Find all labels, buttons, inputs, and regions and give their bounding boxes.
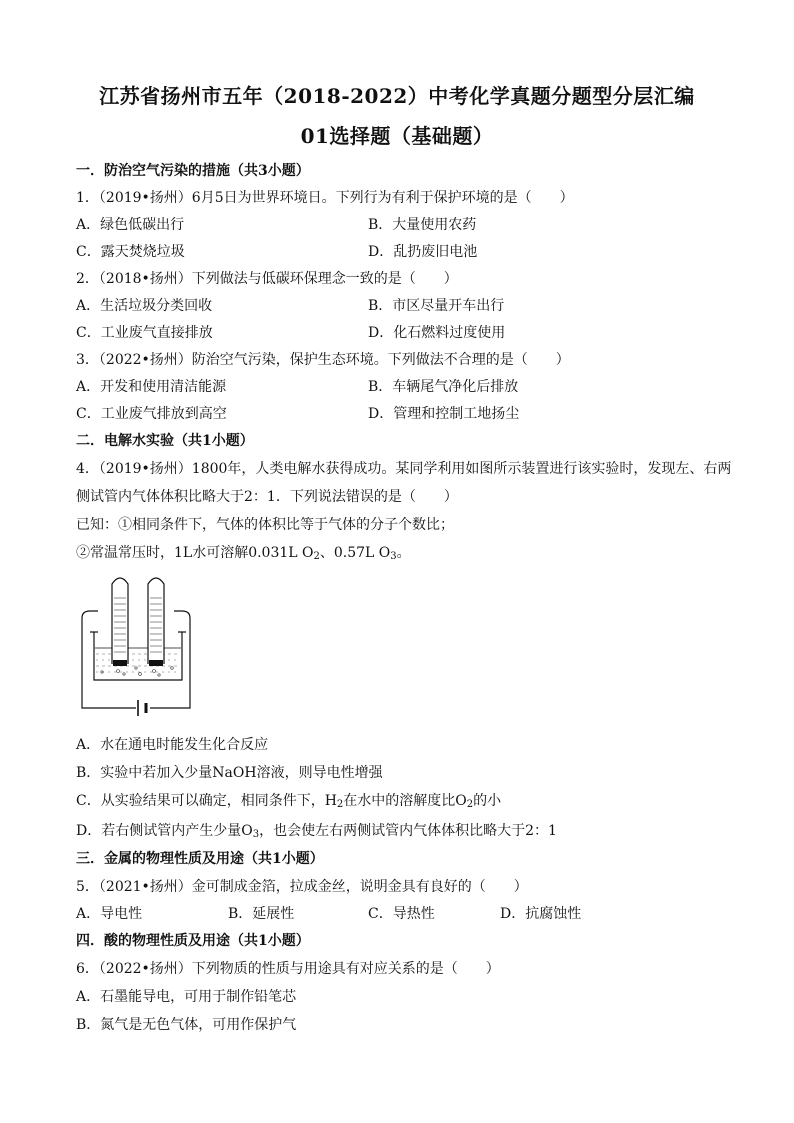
question-5-option-a: A．导电性 [76, 906, 143, 922]
question-1-option-d: D．乱扔废旧电池 [368, 244, 478, 260]
water-trough [94, 632, 182, 680]
question-2-option-a: A．生活垃圾分类回收 [76, 298, 213, 314]
question-1-stem: 1．（2019•扬州）6月5日为世界环境日。下列行为有利于保护环境的是（ ） [76, 190, 574, 206]
left-test-tube [112, 578, 128, 664]
question-3-option-b: B．车辆尾气净化后排放 [368, 379, 519, 395]
question-5-option-c: C．导热性 [368, 906, 435, 922]
question-4-stem-line1: 4．（2019•扬州）1800年，人类电解水获得成功。某同学利用如图所示装置进行该实验时，发现左、右两 [76, 461, 732, 477]
question-2-option-d: D．化石燃料过度使用 [368, 325, 506, 341]
document-subtitle: 01选择题（基础题） [300, 124, 494, 148]
question-1-option-a: A．绿色低碳出行 [76, 217, 185, 233]
right-test-tube [148, 578, 164, 664]
question-2-stem: 2．（2018•扬州）下列做法与低碳环保理念一致的是（ ） [76, 271, 458, 287]
question-6-option-b: B．氮气是无色气体，可用作保护气 [76, 1017, 297, 1033]
question-1-option-b: B．大量使用农药 [368, 217, 477, 233]
section-heading-2: 二．电解水实验（共1小题） [76, 433, 254, 449]
question-3-option-d: D．管理和控制工地扬尘 [368, 406, 520, 422]
document-title: 江苏省扬州市五年（2018-2022）中考化学真题分题型分层汇编 [99, 84, 695, 108]
question-4-option-c: C．从实验结果可以确定，相同条件下，$H_2$在水中的溶解度比$O_2$的小 [76, 793, 502, 810]
question-3-option-c: C．工业废气排放到高空 [76, 406, 227, 422]
question-5-option-b: B．延展性 [228, 906, 295, 922]
question-4-note-1: 已知：①相同条件下，气体的体积比等于气体的分子个数比； [76, 517, 454, 533]
question-4-option-b: B．实验中若加入少量NaOH溶液，则导电性增强 [76, 765, 383, 781]
left-electrode [113, 660, 127, 666]
section-heading-1: 一．防治空气污染的措施（共3小题） [76, 163, 310, 179]
electrolysis-apparatus-diagram [70, 568, 220, 728]
section-heading-4: 四．酸的物理性质及用途（共1小题） [76, 933, 310, 949]
question-4-option-a: A．水在通电时能发生化合反应 [76, 737, 269, 753]
question-5-option-d: D．抗腐蚀性 [500, 906, 582, 922]
question-6-option-a: A．石墨能导电，可用于制作铅笔芯 [76, 989, 297, 1005]
question-2-option-c: C．工业废气直接排放 [76, 325, 213, 341]
question-4-stem-line2: 侧试管内气体体积比略大于2：1．下列说法错误的是（ ） [76, 489, 458, 505]
section-heading-3: 三．金属的物理性质及用途（共1小题） [76, 851, 324, 867]
question-6-stem: 6．（2022•扬州）下列物质的性质与用途具有对应关系的是（ ） [76, 961, 500, 977]
question-3-stem: 3．（2022•扬州）防治空气污染，保护生态环境。下列做法不合理的是（ ） [76, 352, 570, 368]
question-4-option-d: D．若右侧试管内产生少量$O_3$，也会使左右两侧试管内气体体积比略大于2：1 [76, 823, 557, 840]
right-electrode [149, 660, 163, 666]
question-4-note-2: ②常温常压时，1L水可溶解0.031L $O_2$、0.57L $O_3$。 [76, 545, 411, 562]
question-2-option-b: B．市区尽量开车出行 [368, 298, 505, 314]
question-1-option-c: C．露天焚烧垃圾 [76, 244, 185, 260]
question-5-stem: 5．（2021•扬州）金可制成金箔，拉成金丝，说明金具有良好的（ ） [76, 879, 528, 895]
question-3-option-a: A．开发和使用清洁能源 [76, 379, 227, 395]
